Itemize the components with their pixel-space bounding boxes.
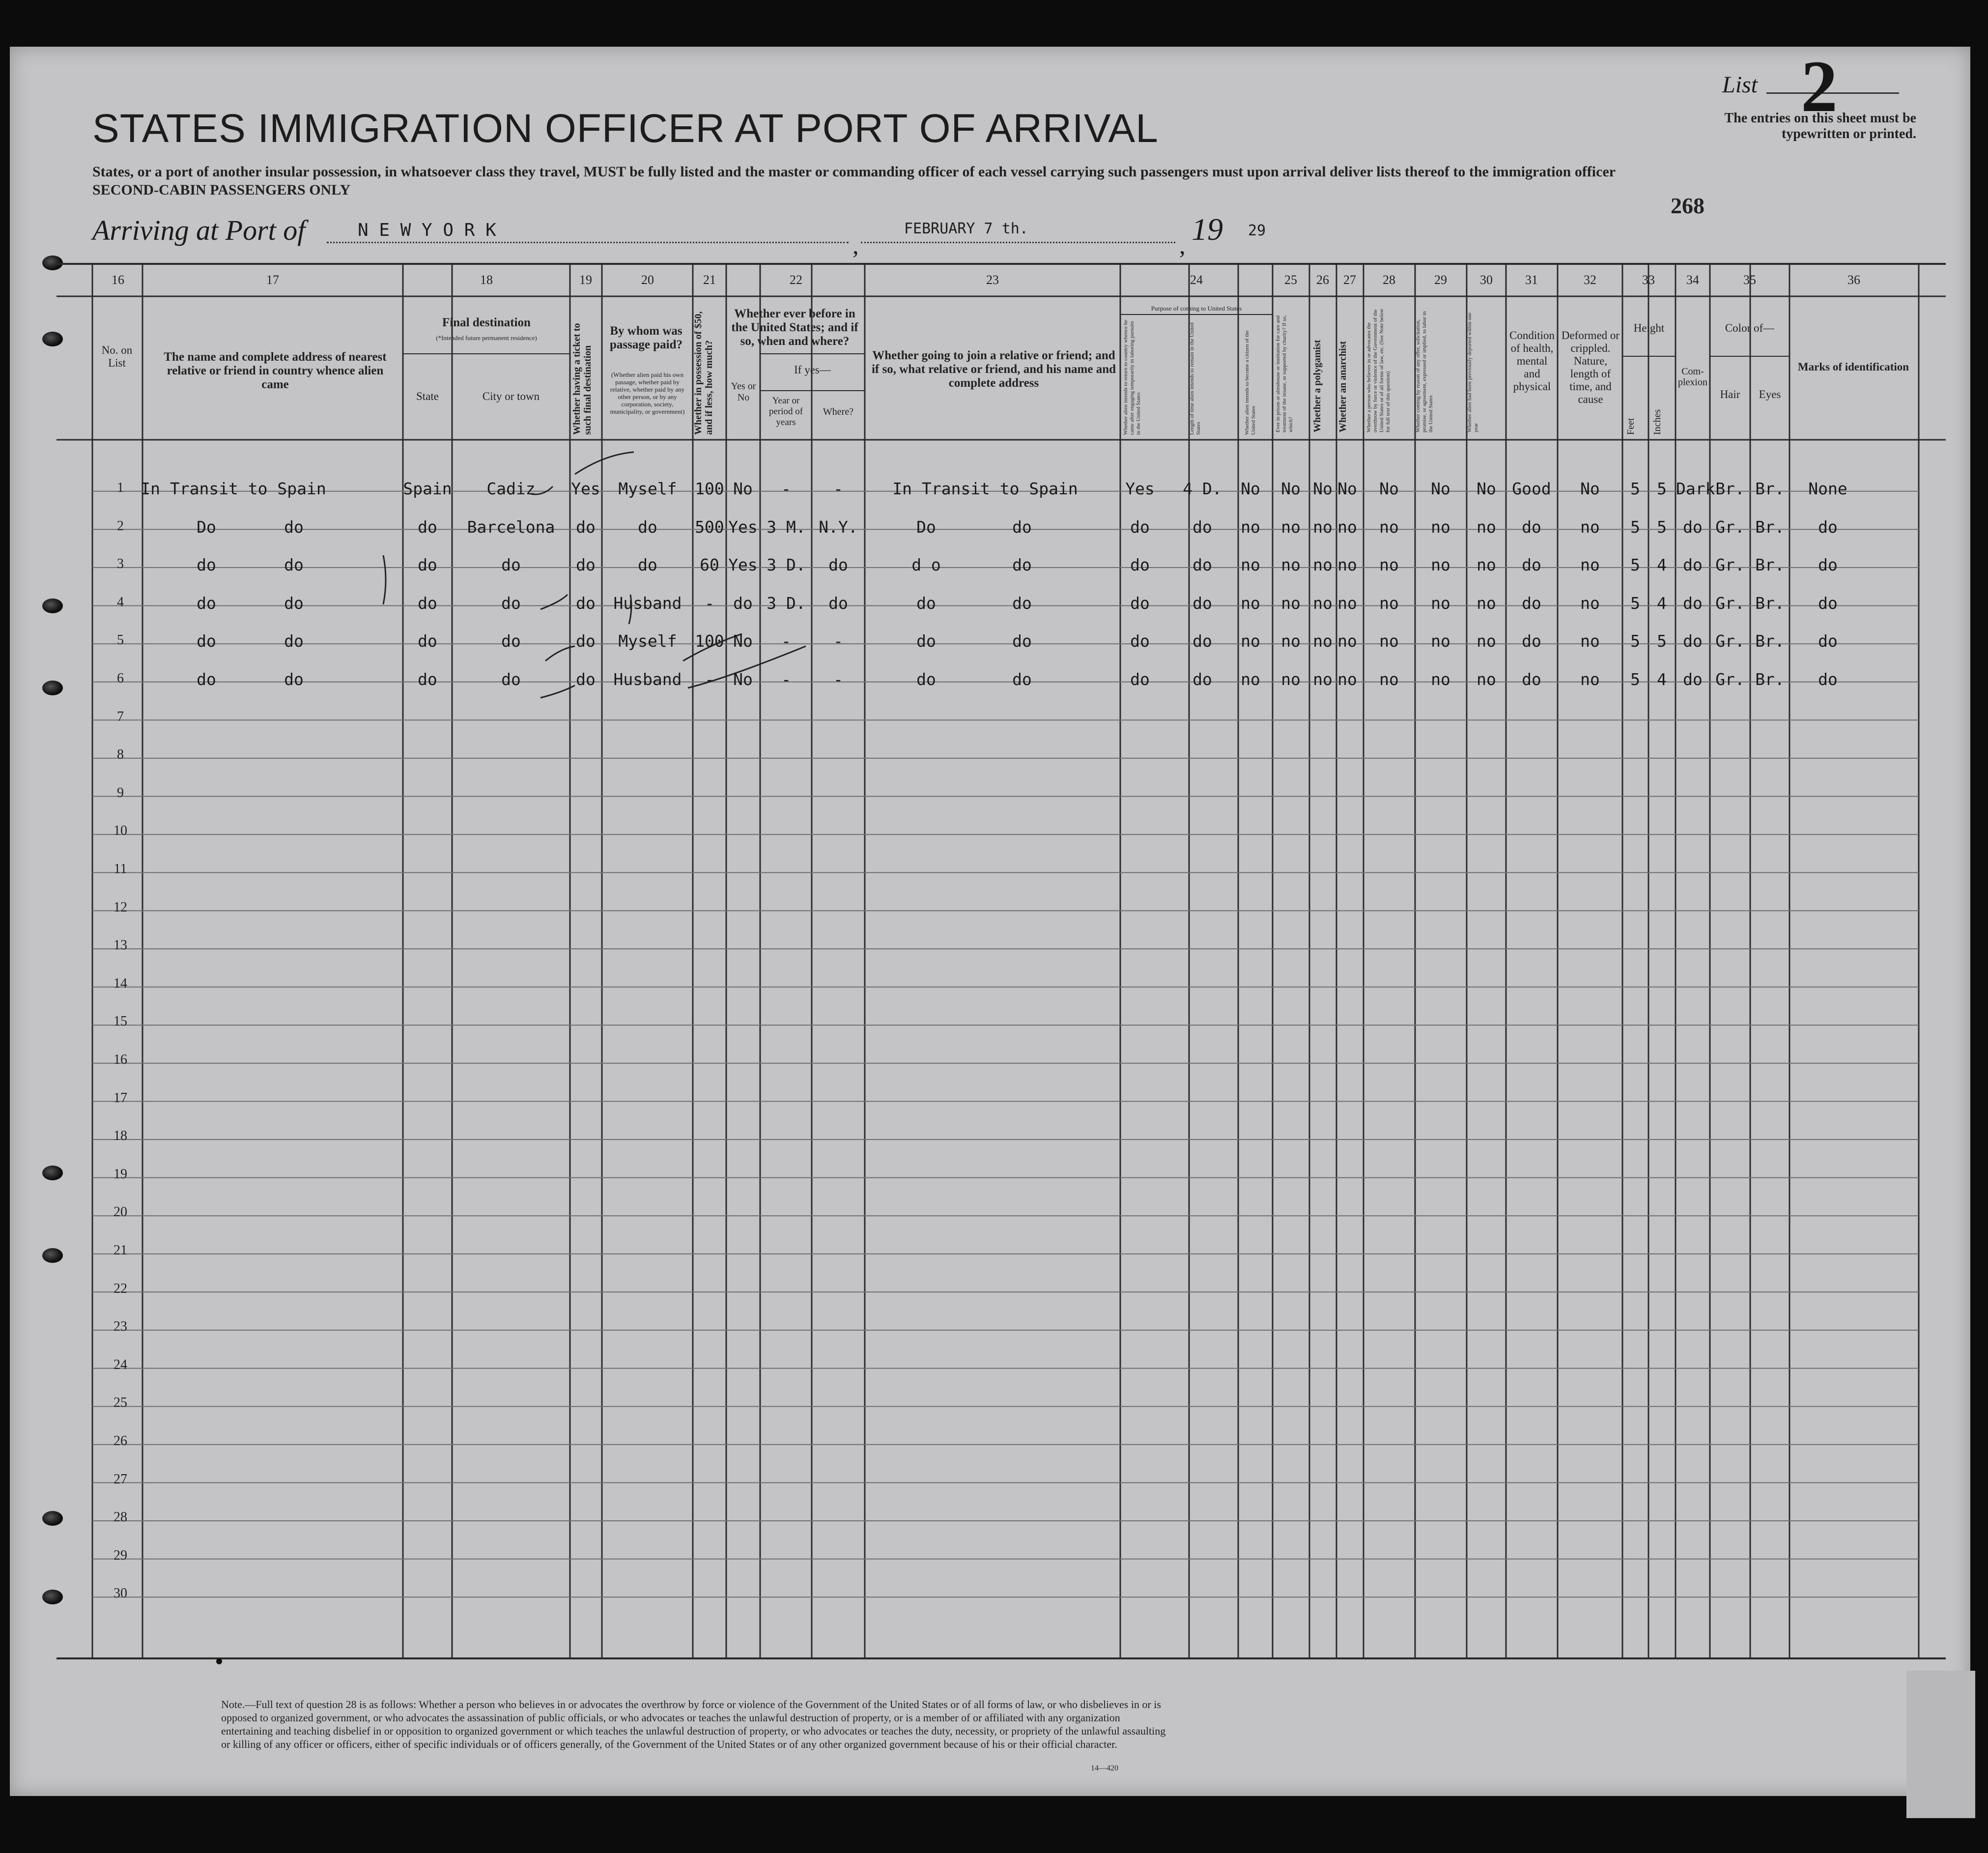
cell-nearest-relative-address: do: [284, 631, 304, 651]
cell-complexion: do: [1683, 593, 1703, 613]
cabin-class: SECOND-CABIN PASSENGERS ONLY: [92, 182, 351, 198]
row-number: 28: [114, 1510, 127, 1525]
cell-state: do: [418, 670, 437, 689]
row-number: 29: [114, 1547, 127, 1563]
cell-money: -: [705, 670, 714, 689]
cell-nearest-relative: In Transit to Spain: [141, 479, 326, 498]
hdr-deformed: Deformed or crippled. Nature, length of time, and cause: [1561, 329, 1620, 405]
cell-state: do: [418, 593, 437, 613]
hdr-overthrow: Whether a person who believes in or advocates the overthrow by force or violence of the Government of the United States or of all forms of law, etc. (See Note below for full text of this question): [1366, 309, 1391, 432]
row-number: 20: [114, 1204, 127, 1220]
hdr-if-yes: If yes—: [794, 364, 831, 376]
row-number: 10: [114, 823, 127, 839]
hdr-final-destination-note: (*Intended future permanent residence): [436, 334, 537, 342]
cell-hair: Gr.: [1715, 593, 1745, 613]
cell-period: -: [781, 670, 791, 689]
cell-anarchist: no: [1337, 631, 1357, 651]
cell-feet: 5: [1630, 593, 1640, 613]
hdr-state: State: [416, 390, 439, 402]
cell-inches: 5: [1657, 479, 1667, 498]
cell-before: No: [733, 631, 753, 651]
hdr-city: City or town: [482, 390, 540, 402]
comma: ,: [1179, 231, 1186, 259]
cell-period: 3 D.: [767, 593, 806, 613]
ink-spot: [216, 1658, 222, 1664]
cell-citizen: no: [1241, 593, 1260, 613]
row-number: 8: [117, 747, 124, 763]
hdr-inches: Inches: [1652, 409, 1663, 435]
cell-polygamist: No: [1313, 479, 1333, 498]
cell-intend-return: Yes: [1125, 479, 1155, 498]
cell-deported: no: [1477, 593, 1496, 613]
cell-anarchist: no: [1337, 670, 1357, 689]
hdr-final-destination: Final destination: [442, 316, 531, 329]
cell-before: No: [733, 479, 753, 498]
cell-anarchist: no: [1337, 555, 1357, 575]
cell-labor: no: [1431, 631, 1450, 651]
cell-health: do: [1522, 631, 1541, 651]
cell-state: do: [418, 555, 437, 575]
cell-labor: No: [1431, 479, 1450, 498]
row-number: 5: [117, 632, 124, 648]
hdr-joining: Whether going to join a relative or friend; and if so, what relative or friend, and his name and complete address: [871, 349, 1116, 390]
column-number: 28: [1383, 273, 1395, 287]
footnote-q28: Note.—Full text of question 28 is as follows: Whether a person who believes in or advocates the overthrow by force or violence of the Government of the United States or of all forms of law, or who disbelieves in or is opposed to organized government, or who advocates the assassination of public officials, or who advocates or teaches the unlawful destruction of property, or is a member of or affiliated with any organization entertaining and teaching disbelief in or opposition to organized government or which teaches the unlawful destruction of property, or who advocates or teaches the duty, necessity, or propriety of the unlawful assaulting or killing of any officer or officers, either of specific individuals or of officers generally, of the Government of the United States or of any other organized government because of his or their official character.: [221, 1698, 1166, 1750]
column-number: 24: [1190, 273, 1203, 287]
cell-eyes: Br.: [1755, 670, 1785, 689]
cell-prison: no: [1281, 631, 1301, 651]
cell-deformed: no: [1580, 517, 1600, 537]
row-number: 7: [117, 709, 124, 724]
cell-where: N.Y.: [819, 517, 858, 537]
cell-length: do: [1193, 631, 1212, 651]
hdr-height: Height: [1633, 322, 1665, 334]
cell-before: Yes: [728, 555, 758, 575]
row-number: 1: [117, 480, 124, 495]
cell-eyes: Br.: [1755, 631, 1785, 651]
cell-city: do: [501, 555, 521, 575]
cell-deformed: No: [1580, 479, 1600, 498]
row-number: 17: [114, 1090, 127, 1106]
cell-deformed: no: [1580, 670, 1600, 689]
cell-prison: no: [1281, 670, 1301, 689]
cell-joining: do: [916, 593, 936, 613]
cell-polygamist: no: [1313, 593, 1333, 613]
cell-citizen: No: [1241, 479, 1260, 498]
hdr-money: Whether in possession of $50, and if less, how much?: [693, 311, 714, 435]
cell-overthrow: no: [1379, 631, 1399, 651]
hdr-anarchist: Whether an anarchist: [1337, 341, 1348, 432]
hdr-passage-paid-note: (Whether alien paid his own passage, whether paid by relative, whether paid by any other person, or by any corporation, society, municipality, or government): [610, 371, 685, 415]
cell-citizen: no: [1241, 631, 1260, 651]
column-number: 19: [579, 273, 592, 287]
cell-citizen: no: [1241, 517, 1260, 537]
entries-note: The entries on this sheet must be typewritten or printed.: [1724, 111, 1916, 142]
cell-complexion: do: [1683, 631, 1703, 651]
cell-state: do: [418, 631, 437, 651]
cell-paid-by: do: [638, 517, 657, 537]
hdr-color-of: Color of—: [1725, 322, 1775, 334]
cell-overthrow: no: [1379, 670, 1399, 689]
cell-before: Yes: [728, 517, 758, 537]
column-number: 21: [703, 273, 716, 287]
cell-nearest-relative: do: [197, 670, 216, 689]
cell-nearest-relative: do: [197, 593, 216, 613]
cell-length: do: [1193, 670, 1212, 689]
hdr-labor-offer: Whether coming by reason of any offer, solicitation, promise, or agreement, expressed or implied, to labor in the United States: [1415, 311, 1434, 432]
cell-where: do: [828, 593, 848, 613]
cell-inches: 4: [1657, 670, 1667, 689]
row-number: 12: [114, 899, 127, 915]
cell-inches: 5: [1657, 631, 1667, 651]
row-number: 9: [117, 785, 124, 800]
cell-joining-address: do: [1012, 555, 1032, 575]
cell-money: 500: [695, 517, 724, 537]
cell-money: 60: [700, 555, 719, 575]
cell-hair: Gr.: [1715, 670, 1745, 689]
cell-labor: no: [1431, 670, 1450, 689]
hdr-where: Where?: [823, 406, 854, 417]
cell-nearest-relative: Do: [197, 517, 216, 537]
cell-paid-by: Myself: [618, 479, 677, 498]
row-number: 2: [117, 518, 124, 534]
cell-deported: no: [1477, 517, 1496, 537]
hdr-eyes: Eyes: [1759, 388, 1781, 400]
cell-marks: do: [1818, 517, 1838, 537]
cell-joining-address: do: [1012, 631, 1032, 651]
cell-intend-return: do: [1130, 555, 1150, 575]
column-number: 17: [266, 273, 279, 287]
cell-paid-by: Myself: [618, 631, 677, 651]
cell-health: do: [1522, 517, 1541, 537]
cell-joining-address: do: [1012, 517, 1032, 537]
cell-intend-return: do: [1130, 670, 1150, 689]
row-number: 25: [114, 1395, 127, 1411]
row-number: 19: [114, 1166, 127, 1182]
hdr-year-period: Year or period of years: [768, 396, 803, 428]
column-number: 33: [1642, 273, 1655, 287]
column-number: 36: [1847, 273, 1860, 287]
cell-length: do: [1193, 593, 1212, 613]
cell-overthrow: no: [1379, 555, 1399, 575]
cell-where: -: [833, 631, 843, 651]
hdr-passage-paid: By whom was passage paid?: [610, 324, 682, 351]
cell-labor: no: [1431, 555, 1450, 575]
column-number: 26: [1316, 273, 1329, 287]
cell-anarchist: No: [1337, 479, 1357, 498]
cell-where: -: [833, 670, 843, 689]
cell-ticket: do: [576, 670, 596, 689]
hdr-prison: Ever in prison or almshouse or institution for care and treatment of the insane, or supported by charity? If so, which?: [1275, 315, 1294, 432]
cell-anarchist: no: [1337, 517, 1357, 537]
column-number: 16: [112, 273, 124, 287]
cell-length: 4 D.: [1183, 479, 1222, 498]
cell-ticket: do: [576, 517, 596, 537]
hdr-yes-no: Yes or No: [731, 381, 756, 403]
cell-paid-by: Husband: [613, 593, 682, 613]
cell-marks: do: [1818, 593, 1838, 613]
cell-prison: No: [1281, 479, 1301, 498]
row-number: 27: [114, 1471, 127, 1487]
cell-ticket: do: [576, 631, 596, 651]
cell-feet: 5: [1630, 517, 1640, 537]
cell-hair: Gr.: [1715, 631, 1745, 651]
cell-nearest-relative: do: [197, 631, 216, 651]
row-number: 13: [114, 938, 127, 953]
hdr-citizen: Whether alien intends to become a citizen of the United States: [1244, 330, 1256, 435]
list-label: List: [1722, 72, 1758, 98]
cell-joining: Do: [916, 517, 936, 537]
hdr-ticket: Whether having a ticket to such final destination: [571, 323, 593, 435]
column-number: 27: [1343, 273, 1356, 287]
column-number: 30: [1480, 273, 1493, 287]
cell-hair: Gr.: [1715, 555, 1745, 575]
row-number: 23: [114, 1319, 127, 1335]
cell-deported: No: [1477, 479, 1496, 498]
cell-joining-address: do: [1012, 670, 1032, 689]
column-number: 25: [1284, 273, 1297, 287]
cell-nearest-relative: do: [197, 555, 216, 575]
cell-joining-address: do: [1012, 593, 1032, 613]
cell-deformed: no: [1580, 593, 1600, 613]
cell-hair: Br.: [1715, 479, 1745, 498]
cell-deformed: no: [1580, 555, 1600, 575]
hdr-hair: Hair: [1720, 388, 1740, 400]
cell-before: do: [733, 593, 753, 613]
cell-nearest-relative-address: do: [284, 555, 304, 575]
cell-overthrow: no: [1379, 517, 1399, 537]
cell-inches: 4: [1657, 555, 1667, 575]
cell-deported: no: [1477, 631, 1496, 651]
cell-overthrow: No: [1379, 479, 1399, 498]
cell-eyes: Br.: [1755, 479, 1785, 498]
row-number: 18: [114, 1128, 127, 1144]
hdr-intend-return: Whether alien intends to return to country whence he came after engaging temporarily in laboring pursuits in the United States: [1123, 320, 1141, 435]
cell-health: Good: [1512, 479, 1551, 498]
hdr-no-on-list: No. on List: [101, 344, 133, 369]
comma: ,: [852, 231, 859, 259]
cell-period: 3 M.: [767, 517, 806, 537]
cell-where: -: [833, 479, 843, 498]
cell-money: -: [705, 593, 714, 613]
cell-city: do: [501, 593, 521, 613]
cell-prison: no: [1281, 555, 1301, 575]
cell-nearest-relative-address: do: [284, 517, 304, 537]
form-number: 14—420: [1091, 1764, 1118, 1772]
cell-marks: None: [1808, 479, 1847, 498]
cell-inches: 5: [1657, 517, 1667, 537]
cell-complexion: do: [1683, 670, 1703, 689]
cell-polygamist: no: [1313, 517, 1333, 537]
hdr-purpose: Purpose of coming to United States: [1151, 305, 1242, 312]
cell-citizen: no: [1241, 670, 1260, 689]
column-number: 32: [1584, 273, 1596, 287]
cell-money: 100: [695, 479, 724, 498]
cell-joining: do: [916, 631, 936, 651]
cell-intend-return: do: [1130, 517, 1150, 537]
row-number: 6: [117, 671, 124, 686]
cell-city: Barcelona: [467, 517, 555, 537]
cell-eyes: Br.: [1755, 517, 1785, 537]
cell-complexion: do: [1683, 555, 1703, 575]
hdr-deported: Whether alien had been previously deported within one year: [1467, 312, 1479, 432]
cell-intend-return: do: [1130, 631, 1150, 651]
cell-before: No: [733, 670, 753, 689]
cell-period: -: [781, 479, 791, 498]
cell-city: Cadiz: [486, 479, 536, 498]
hdr-length-stay: Length of time alien intends to remain in the United States: [1189, 322, 1201, 435]
row-number: 11: [114, 861, 127, 877]
row-number: 14: [114, 975, 127, 991]
cell-city: do: [501, 670, 521, 689]
cell-length: do: [1193, 555, 1212, 575]
hdr-polygamist: Whether a polygamist: [1312, 340, 1323, 432]
column-number: 22: [790, 273, 802, 287]
cell-intend-return: do: [1130, 593, 1150, 613]
arriving-label: Arriving at Port of: [92, 214, 306, 246]
cell-polygamist: no: [1313, 670, 1333, 689]
cell-overthrow: no: [1379, 593, 1399, 613]
cell-nearest-relative-address: do: [284, 670, 304, 689]
row-number: 16: [114, 1052, 127, 1067]
cell-joining: d o: [911, 555, 941, 575]
cell-complexion: Dark: [1676, 479, 1715, 498]
cell-citizen: no: [1241, 555, 1260, 575]
cell-money: 100: [695, 631, 724, 651]
stamp-number: 268: [1671, 193, 1704, 218]
port-value: N E W Y O R K: [358, 220, 496, 240]
hdr-health: Condition of health, mental and physical: [1509, 329, 1555, 393]
cell-health: do: [1522, 593, 1541, 613]
cell-ticket: do: [576, 555, 596, 575]
cell-ticket: Yes: [571, 479, 600, 498]
cell-polygamist: no: [1313, 631, 1333, 651]
cell-feet: 5: [1630, 631, 1640, 651]
row-number: 3: [117, 556, 124, 572]
row-number: 22: [114, 1281, 127, 1296]
cell-ticket: do: [576, 593, 596, 613]
cell-labor: no: [1431, 593, 1450, 613]
cell-joining: do: [916, 670, 936, 689]
hdr-before-in-us: Whether ever before in the United States; and if so, when and where?: [731, 307, 858, 348]
cell-deported: no: [1477, 670, 1496, 689]
cell-polygamist: no: [1313, 555, 1333, 575]
cell-hair: Gr.: [1715, 517, 1745, 537]
cell-period: 3 D.: [767, 555, 806, 575]
cell-labor: no: [1431, 517, 1450, 537]
list-number: 2: [1801, 46, 1838, 127]
cell-eyes: Br.: [1755, 593, 1785, 613]
cell-complexion: do: [1683, 517, 1703, 537]
cell-paid-by: Husband: [613, 670, 682, 689]
cell-feet: 5: [1630, 555, 1640, 575]
row-number: 26: [114, 1433, 127, 1449]
form-subtitle: States, or a port of another insular possession, in whatsoever class they travel, MUST be fully listed and the master or commanding officer of each vessel carrying such passengers must upon arrival deliver lists thereof to the immigration officer: [92, 164, 1616, 180]
column-number: 23: [986, 273, 999, 287]
column-number: 18: [480, 273, 493, 287]
column-number: 20: [641, 273, 654, 287]
column-number: 31: [1525, 273, 1538, 287]
row-number: 15: [114, 1014, 127, 1029]
cell-health: do: [1522, 670, 1541, 689]
cell-marks: do: [1818, 631, 1838, 651]
cell-anarchist: no: [1337, 593, 1357, 613]
hdr-marks: Marks of identification: [1797, 361, 1909, 373]
cell-joining: In Transit to Spain: [892, 479, 1078, 498]
column-number: 34: [1686, 273, 1699, 287]
cell-where: do: [828, 555, 848, 575]
cell-state: Spain: [403, 479, 452, 498]
cell-inches: 4: [1657, 593, 1667, 613]
column-number: 35: [1743, 273, 1756, 287]
row-number: 4: [117, 594, 124, 610]
cell-eyes: Br.: [1755, 555, 1785, 575]
cell-paid-by: do: [638, 555, 657, 575]
date-value: FEBRUARY 7 th.: [904, 220, 1028, 237]
year-suffix: 29: [1248, 222, 1266, 239]
cell-period: -: [781, 631, 791, 651]
cell-state: do: [418, 517, 437, 537]
cell-marks: do: [1818, 670, 1838, 689]
cell-feet: 5: [1630, 479, 1640, 498]
row-number: 30: [114, 1586, 127, 1601]
row-number: 24: [114, 1357, 127, 1372]
hdr-nearest-relative: The name and complete address of nearest relative or friend in country whence alien came: [164, 350, 387, 391]
cell-feet: 5: [1630, 670, 1640, 689]
cell-health: do: [1522, 555, 1541, 575]
cell-marks: do: [1818, 555, 1838, 575]
cell-prison: no: [1281, 593, 1301, 613]
year-prefix: 19: [1192, 212, 1223, 247]
hdr-complexion: Com- plexion: [1678, 366, 1707, 388]
cell-deported: no: [1477, 555, 1496, 575]
form-title: STATES IMMIGRATION OFFICER AT PORT OF ARRIVAL: [92, 106, 1159, 151]
cell-deformed: no: [1580, 631, 1600, 651]
cell-prison: no: [1281, 517, 1301, 537]
cell-length: do: [1193, 517, 1212, 537]
hdr-feet: Feet: [1625, 418, 1636, 435]
cell-city: do: [501, 631, 521, 651]
row-number: 21: [114, 1243, 127, 1258]
cell-nearest-relative-address: do: [284, 593, 304, 613]
column-number: 29: [1434, 273, 1447, 287]
